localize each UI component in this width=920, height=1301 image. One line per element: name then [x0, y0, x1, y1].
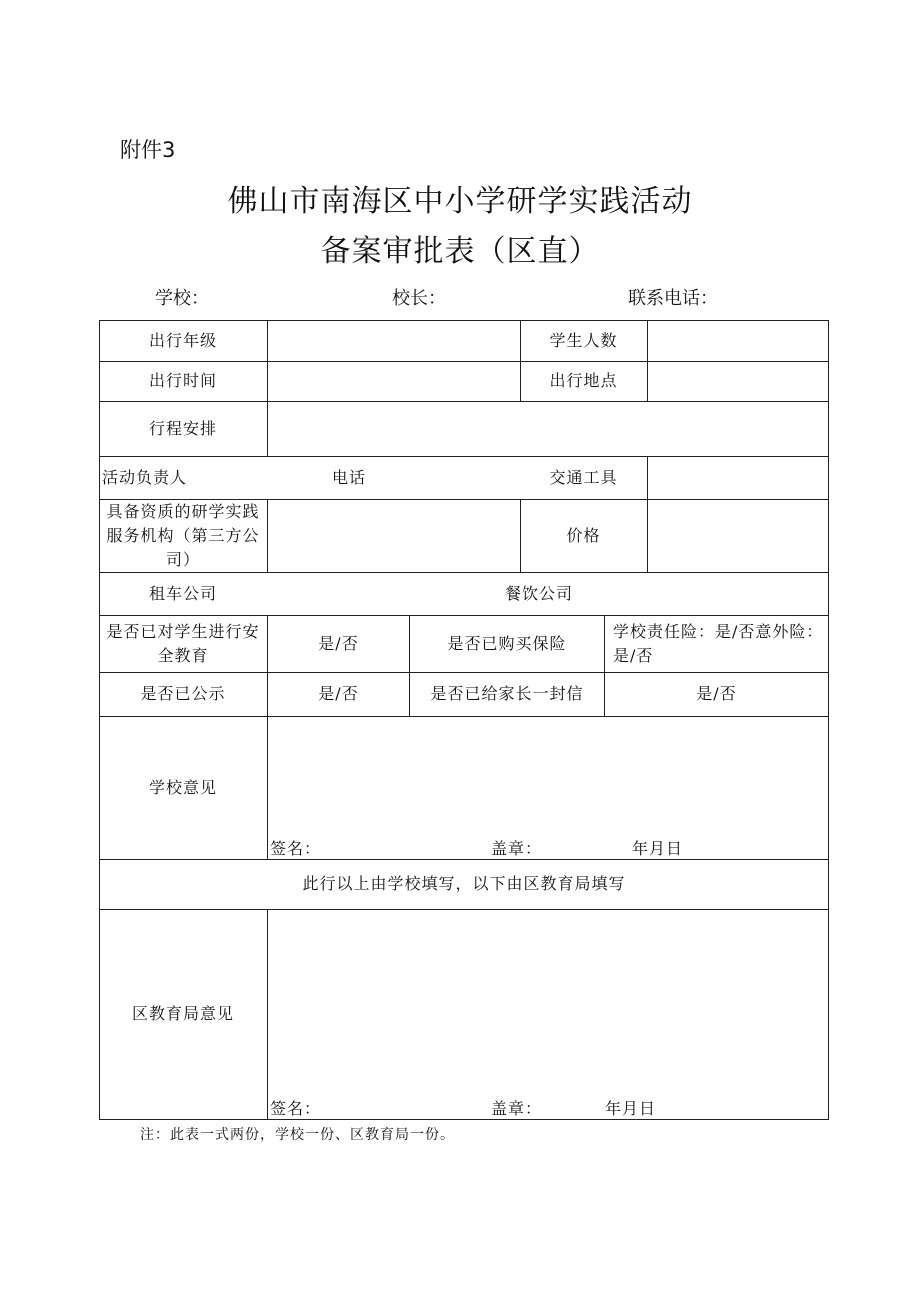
- place-label: 出行地点: [549, 371, 618, 390]
- grade-label: 出行年级: [148, 330, 217, 350]
- leader-label: 活动负责人: [102, 467, 188, 487]
- parent-letter-yes-no[interactable]: 是/否: [696, 684, 737, 703]
- bureau-seal-label: 盖章：: [491, 1099, 543, 1118]
- publicity-yes-no[interactable]: 是/否: [318, 684, 359, 703]
- insurance-detail[interactable]: 学校责任险：是/否意外险：是/否: [613, 621, 824, 665]
- phone-field-label: 联系电话：: [628, 288, 718, 309]
- tel-label: 电话: [331, 467, 366, 487]
- parent-letter-label: 是否已给家长一封信: [430, 684, 584, 703]
- bureau-opinion-input[interactable]: [268, 909, 828, 1084]
- footnote: 注：此表一式两份，学校一份、区教育局一份。: [140, 1127, 455, 1143]
- school-opinion-input[interactable]: [268, 716, 828, 826]
- bureau-date-label: 年月日: [605, 1099, 657, 1118]
- price-input[interactable]: [648, 499, 828, 572]
- time-input[interactable]: [268, 361, 520, 401]
- time-label: 出行时间: [148, 371, 217, 390]
- safety-education-label: 是否已对学生进行安全教育: [106, 621, 260, 665]
- school-date-label: 年月日: [632, 839, 684, 858]
- price-label: 价格: [566, 525, 601, 545]
- form-title-line2: 备案审批表（区直）: [320, 234, 600, 269]
- approval-form-table: [99, 320, 829, 1120]
- school-seal-label: 盖章：: [491, 839, 543, 858]
- safety-education-yes-no[interactable]: 是/否: [318, 633, 359, 653]
- catering-label: 餐饮公司: [504, 583, 573, 603]
- bureau-opinion-label: 区教育局意见: [131, 1004, 234, 1023]
- agency-input[interactable]: [268, 499, 520, 572]
- publicity-label: 是否已公示: [140, 684, 226, 703]
- transport-input[interactable]: [648, 456, 828, 499]
- car-company-label: 租车公司: [148, 583, 217, 603]
- students-input[interactable]: [648, 320, 828, 361]
- itinerary-input[interactable]: [268, 401, 828, 456]
- grade-input[interactable]: [268, 320, 520, 361]
- school-opinion-label: 学校意见: [148, 777, 217, 797]
- form-title-line1: 佛山市南海区中小学研学实践活动: [227, 184, 693, 219]
- bureau-sign-label: 签名：: [270, 1099, 322, 1118]
- attachment-label: 附件3: [120, 138, 176, 162]
- students-label: 学生人数: [549, 330, 618, 350]
- itinerary-label: 行程安排: [148, 418, 217, 438]
- transport-label: 交通工具: [549, 467, 618, 487]
- school-sign-label: 签名：: [270, 839, 322, 858]
- school-field-label: 学校：: [155, 288, 209, 309]
- place-input[interactable]: [648, 361, 828, 401]
- insurance-label: 是否已购买保险: [447, 633, 567, 653]
- agency-label: 具备资质的研学实践服务机构（第三方公司）: [106, 501, 260, 569]
- principal-field-label: 校长：: [392, 288, 446, 309]
- fill-divider-text: 此行以上由学校填写，以下由区教育局填写: [302, 874, 626, 893]
